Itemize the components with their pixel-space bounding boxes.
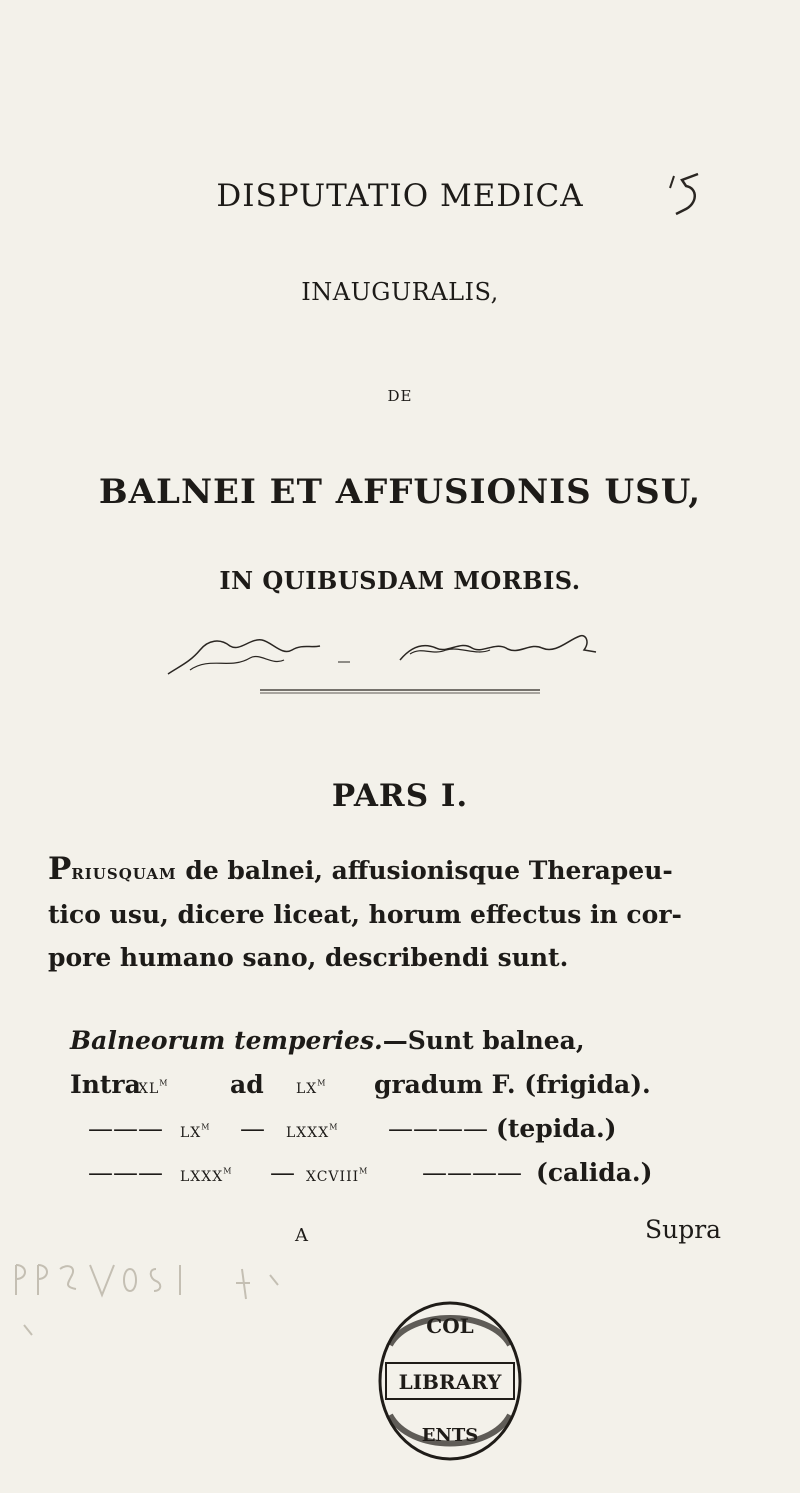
ornamental-flourish xyxy=(160,626,640,696)
paragraph-line-2: tico usu, dicere liceat, horum effectus in cor- xyxy=(48,900,682,929)
temperature-row xyxy=(70,1070,770,1104)
row-dash: ———— xyxy=(388,1114,488,1143)
temperature-row xyxy=(70,1114,770,1148)
main-title: BALNEI ET AFFUSIONIS USU, xyxy=(98,472,702,512)
row-prefix: Intra xyxy=(70,1070,141,1099)
main-subtitle: IN QUIBUSDAM MORBIS. xyxy=(219,566,581,595)
temperature-row xyxy=(70,1158,770,1192)
library-stamp xyxy=(360,1285,540,1475)
catchword: Supra xyxy=(645,1215,722,1244)
paragraph-line-1 xyxy=(48,848,768,893)
row-label: gradum F. (frigida). xyxy=(374,1070,651,1099)
stamp-text-bottom: ENTS xyxy=(421,1425,479,1446)
row-to: xcviii$^m$ xyxy=(306,1162,369,1186)
paragraph xyxy=(48,848,768,979)
row-prefix: ——— xyxy=(88,1114,163,1143)
row-from: $lx^m$ xyxy=(180,1118,211,1142)
row-label: (calida.) xyxy=(536,1158,653,1187)
row-sep: — xyxy=(270,1158,295,1187)
row-from: lxxx$^m$ xyxy=(180,1162,233,1186)
paragraph-line-1-rest: de balnei, affusionisque Therapeu- xyxy=(176,856,673,885)
page-title: DISPUTATIO MEDICA xyxy=(216,178,584,214)
stamp-text-top: COL xyxy=(426,1314,474,1338)
bleed-through-marks xyxy=(10,1255,330,1345)
stamp-text-middle: LIBRARY xyxy=(398,1370,502,1394)
row-dash: ———— xyxy=(422,1158,522,1187)
dropcap: P xyxy=(48,851,72,887)
section-heading: PARS I. xyxy=(331,778,469,814)
row-sep: — xyxy=(240,1114,265,1143)
row-prefix: ——— xyxy=(88,1158,163,1187)
row-from: $xl^m$ xyxy=(138,1074,169,1098)
preposition-de: DE xyxy=(387,387,413,405)
row-label: (tepida.) xyxy=(496,1114,617,1143)
row-to: $lx^m$ xyxy=(296,1074,327,1098)
paragraph-line-3: pore humano sano, describendi sunt. xyxy=(48,943,569,972)
row-sep: ad xyxy=(230,1070,264,1099)
smallcaps-word: riusquam xyxy=(71,859,177,884)
subtitle: INAUGURALIS, xyxy=(301,278,499,306)
temperature-heading xyxy=(70,1026,770,1055)
temperature-heading-rest: —Sunt balnea, xyxy=(382,1026,585,1055)
temperature-heading-italic: Balneorum temperies. xyxy=(70,1026,383,1055)
signature-mark: A xyxy=(295,1225,308,1246)
row-to: lxxx$^m$ xyxy=(286,1118,339,1142)
